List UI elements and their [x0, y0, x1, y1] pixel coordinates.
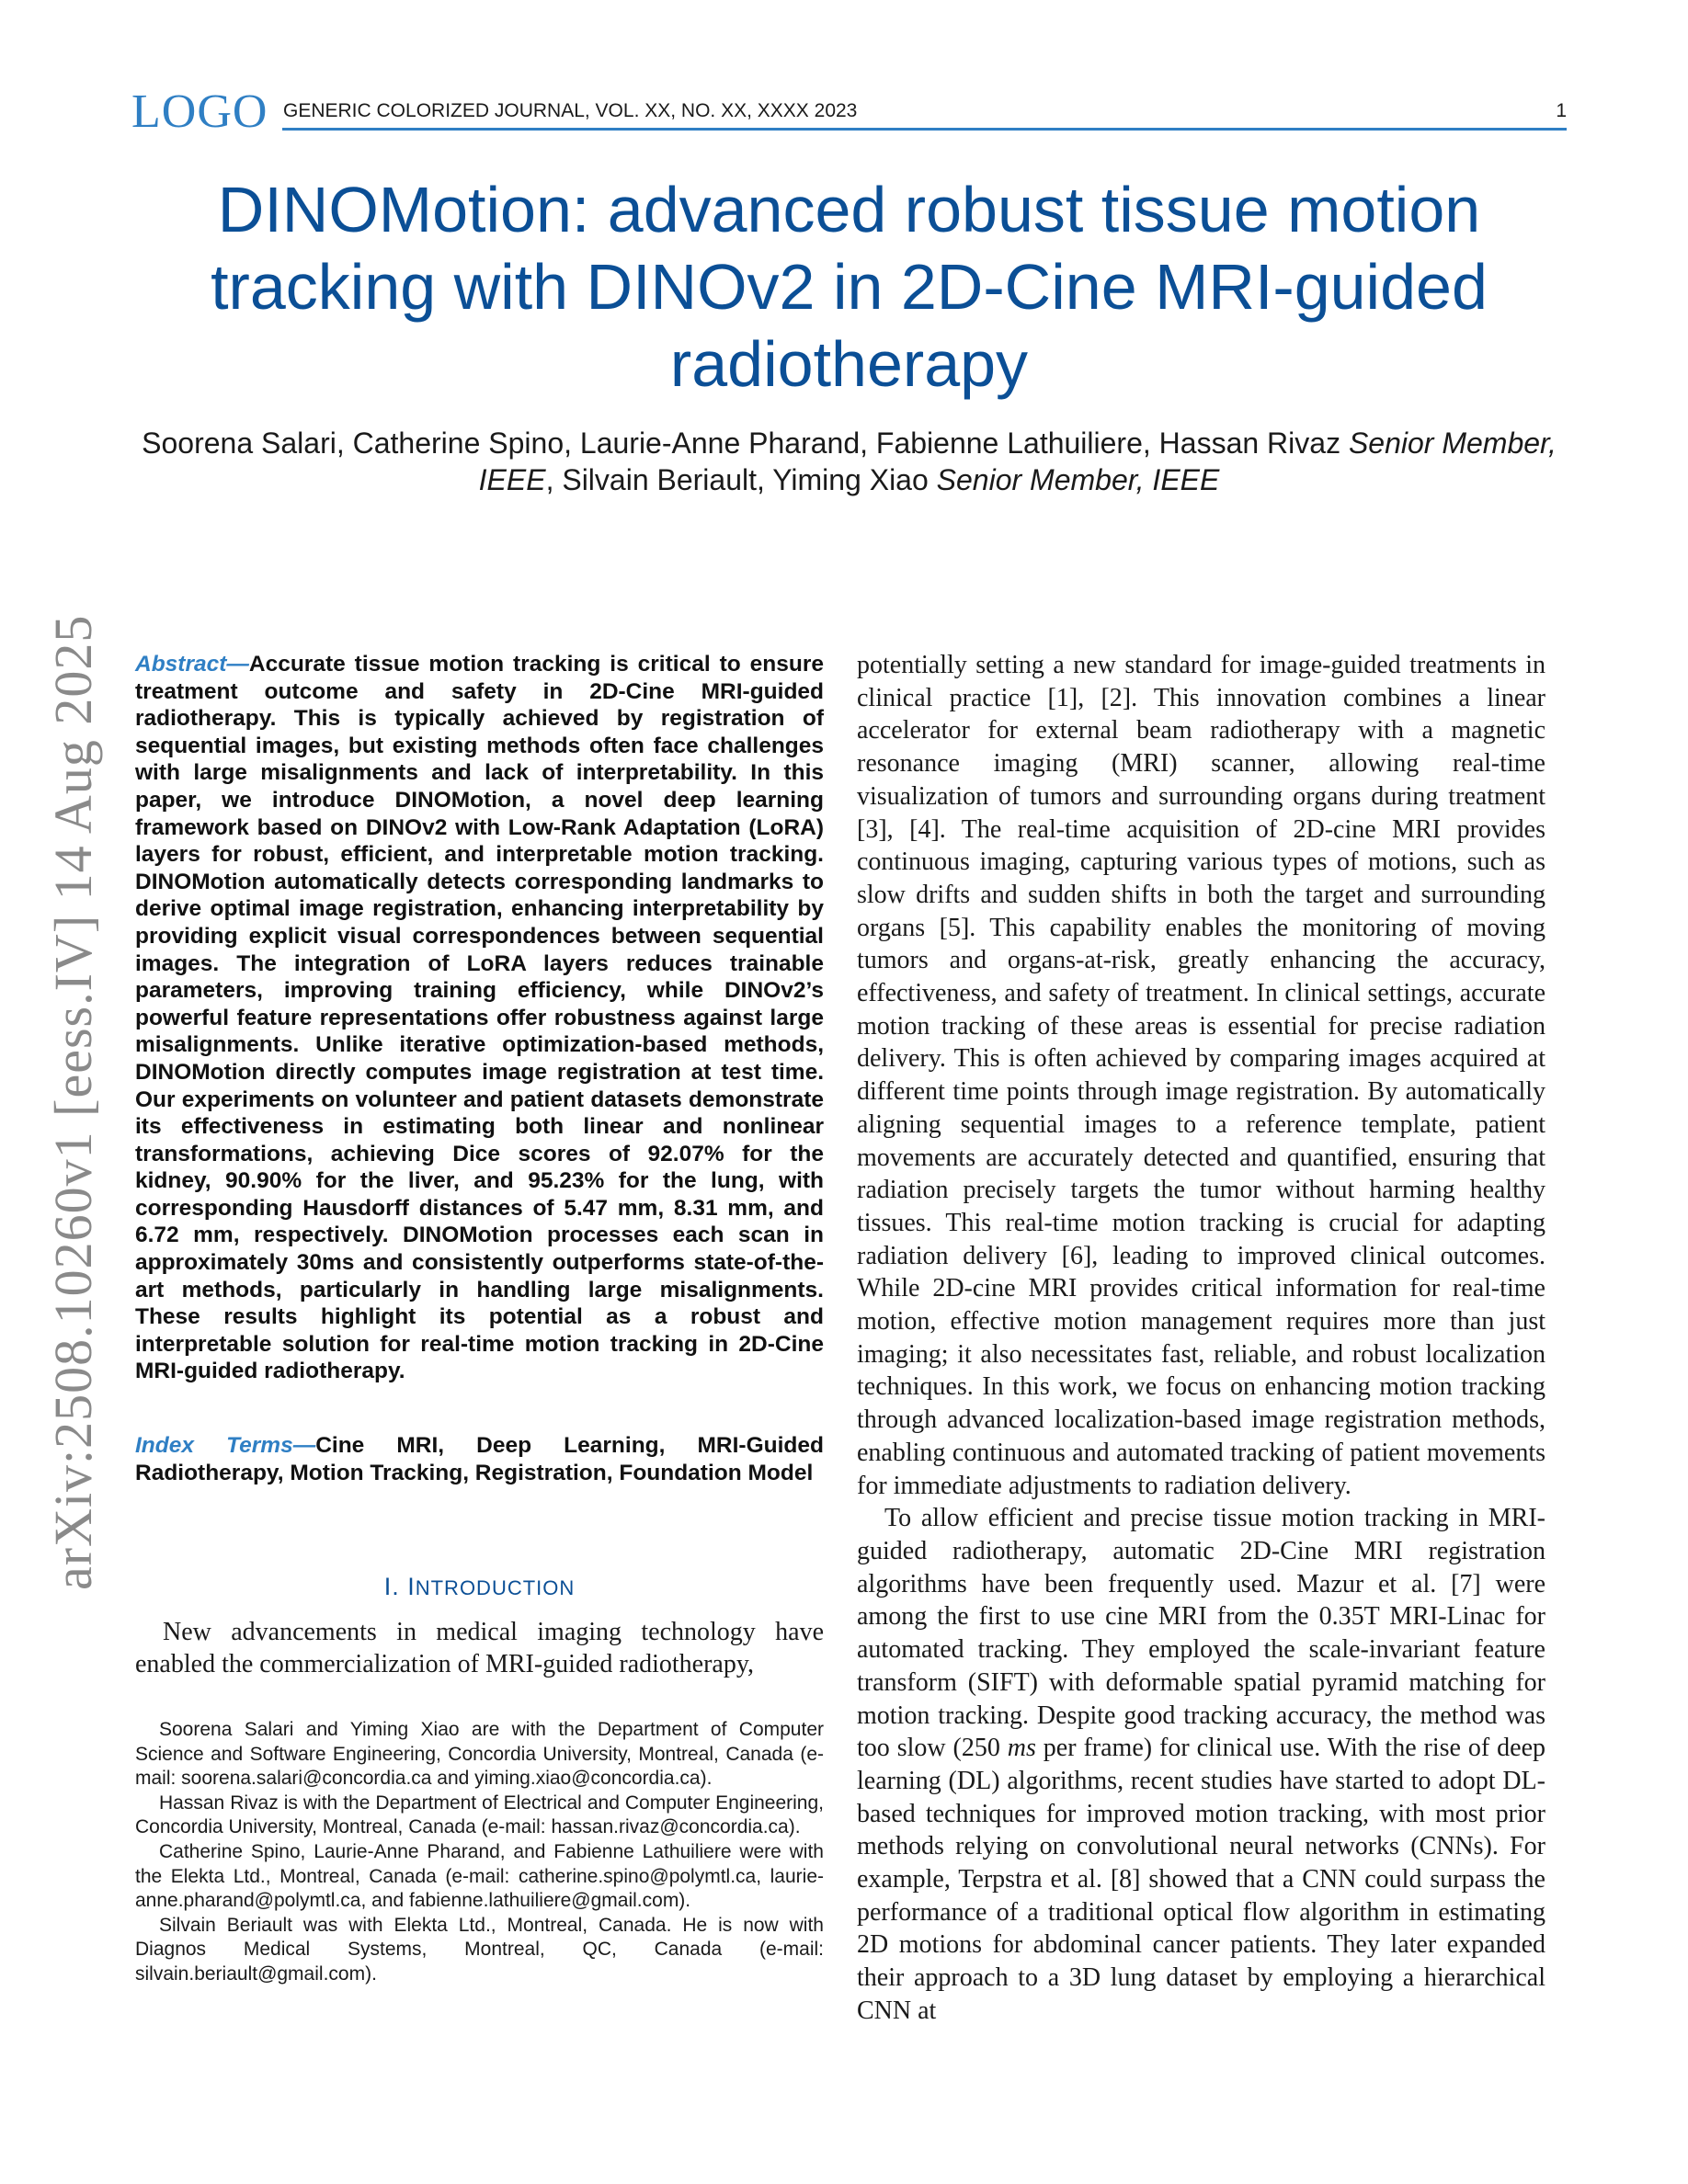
section-title: NTRODUCTION [415, 1576, 576, 1599]
abstract [135, 651, 824, 1385]
body-right-column [857, 649, 1545, 2028]
journal-header: GENERIC COLORIZED JOURNAL, VOL. XX, NO. XX, XXXX 2023 [283, 100, 858, 121]
index-terms-label: Index Terms— [135, 1433, 316, 1458]
abstract-label: Abstract— [135, 652, 249, 677]
footnote: Soorena Salari and Yiming Xiao are with the Department of Computer Science and Software Engineering, Concordia University, Montreal, Canada (e-mail: soorena.salari@concordia.ca and yiming.xiao@concordia.ca). [135, 1719, 824, 1790]
author-names-2: , Silvain Beriault, Yiming Xiao [545, 463, 937, 496]
body-text: To allow efficient and precise tissue motion tracking in MRI-guided radiotherapy, automatic 2D-Cine MRI registration algorithms have been frequently used. Mazur et al. [7] were among the first to use cine MRI from the 0.35T MRI-Linac for automated tracking. They employed the scale-invariant feature transform (SIFT) with deformable spatial pyramid matching for motion tracking. Despite good tracking accuracy, the method was too slow (250 [857, 1504, 1545, 1763]
affiliation-footnotes [135, 1718, 824, 1987]
page-number: 1 [1556, 100, 1567, 121]
section-heading-introduction [135, 1571, 824, 1604]
index-terms [135, 1432, 824, 1486]
math-unit: ms [1007, 1734, 1036, 1763]
journal-logo: LOGO [131, 85, 268, 138]
paper-title: DINOMotion: advanced robust tissue motion tracking with DINOv2 in 2D-Cine MRI-guided radiotherapy [211, 174, 1488, 400]
intro-paragraph: New advancements in medical imaging technology have enabled the commercialization of MRI-guided radiotherapy, [135, 1618, 824, 1679]
index-terms-text: Cine MRI, Deep Learning, MRI-Guided Radiotherapy, Motion Tracking, Registration, Foundation Model [135, 1433, 824, 1485]
footnote: Hassan Rivaz is with the Department of Electrical and Computer Engineering, Concordia University, Montreal, Canada (e-mail: hassan.rivaz@concordia.ca). [135, 1792, 824, 1838]
body-paragraph [857, 1502, 1545, 2027]
author-role-1: Senior Member, IEEE [478, 427, 1557, 496]
arxiv-identifier: arXiv:2508.10260v1 [eess.IV] 14 Aug 2025 [43, 614, 103, 1590]
abstract-text: Accurate tissue motion tracking is critical to ensure treatment outcome and safety in 2D-Cine MRI-guided radiotherapy. This is typically achieved by registration of sequential images, but existing methods often face challenges with large misalignments and lack of interpretability. In this paper, we introduce DINOMotion, a novel deep learning framework based on DINOv2 with Low-Rank Adaptation (LoRA) layers for robust, efficient, and interpretable motion tracking. DINOMotion automatically detects corresponding landmarks to derive optimal image registration, enhancing interpretability by providing explicit visual correspondences between sequential images. The integration of LoRA layers reduces trainable parameters, improving training efficiency, while DINOv2’s powerful feature representations offer robustness against large misalignments. Unlike iterative optimization-based methods, DINOMotion directly computes image registration at test time. Our experiments on volunteer and patient datasets demonstrate its effectiveness in estimating both linear and nonlinear transformations, achieving Dice scores of 92.07% for the kidney, 90.90% for the liver, and 95.23% for the lung, with corresponding Hausdorff distances of 5.47 mm, 8.31 mm, and 6.72 mm, respectively. DINOMotion processes each scan in approximately 30ms and consistently outperforms state-of-the-art methods, particularly in handling large misalignments. These results highlight its potential as a robust and interpretable solution for real-time motion tracking in 2D-Cine MRI-guided radiotherapy. [135, 652, 824, 1384]
author-names-1: Soorena Salari, Catherine Spino, Laurie-Anne Pharand, Fabienne Lathuiliere, Hassan Rivaz [142, 427, 1349, 460]
footnote: Catherine Spino, Laurie-Anne Pharand, and Fabienne Lathuiliere were with the Elekta Ltd., Montreal, Canada (e-mail: catherine.spino@polymtl.ca, laurie-anne.pharand@polymtl.ca, and fabienne.lathuiliere@gmail.com). [135, 1840, 824, 1912]
body-text: per frame) for clinical use. With the rise of deep learning (DL) algorithms, recent studies have started to adopt DL-based techniques for improved motion tracking, with most prior methods relying on convolutional neural networks (CNNs). For example, Terpstra et al. [8] showed that a CNN could surpass the performance of a traditional optical flow algorithm in estimating 2D motions for abdominal cancer patients. They later expanded their approach to a 3D lung dataset by employing a hierarchical CNN at [857, 1734, 1546, 2025]
header-rule [282, 128, 1567, 131]
footnote: Silvain Beriault was with Elekta Ltd., Montreal, Canada. He is now with Diagnos Medical Systems, Montreal, QC, Canada (e-mail: silvain.beriault@gmail.com). [135, 1914, 824, 1985]
author-role-2: Senior Member, IEEE [936, 463, 1220, 496]
section-numeral: I. I [383, 1573, 416, 1600]
author-list [131, 425, 1567, 498]
body-paragraph: potentially setting a new standard for image-guided treatments in clinical practice [1], [2]. This innovation combines a linear accelerator for external beam radiotherapy with a magnetic resonance imaging (MRI) scanner, allowing real-time visualization of tumors and surrounding organs during treatment [3], [4]. The real-time acquisition of 2D-cine MRI provides continuous imaging, capturing various types of motions, such as slow drifts and sudden shifts in both the target and surrounding organs [5]. This capability enables the monitoring of moving tumors and organs-at-risk, greatly enhancing the accuracy, effectiveness, and safety of treatment. In clinical settings, accurate motion tracking of these areas is essential for precise radiation delivery. This is often achieved by comparing images acquired at different time points through image registration. By automatically aligning sequential images to a reference template, patient movements are accurately detected and quantified, ensuring that radiation precisely targets the tumor without harming healthy tissues. This real-time motion tracking is crucial for adapting radiation delivery [6], leading to improved clinical outcomes. While 2D-cine MRI provides critical information for real-time motion, effective motion management requires more than just imaging; it also necessitates fast, reliable, and robust localization techniques. In this work, we focus on enhancing motion tracking through advanced localization-based image registration methods, enabling continuous and automated tracking of patient movements for immediate adjustments to radiation delivery. [857, 651, 1545, 1500]
